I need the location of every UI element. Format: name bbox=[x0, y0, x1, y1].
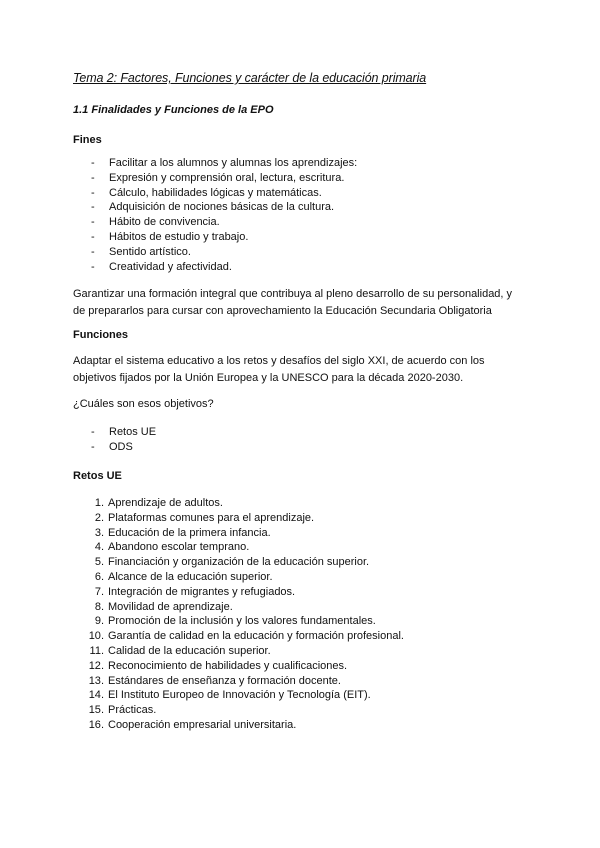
list-item: Prácticas. bbox=[108, 704, 157, 717]
paragraph-line: de prepararlos para cursar con aprovechamiento la Educación Secundaria Obligatoria bbox=[73, 305, 492, 317]
list-item: Garantía de calidad en la educación y formación profesional. bbox=[108, 630, 404, 643]
list-item: Promoción de la inclusión y los valores fundamentales. bbox=[108, 615, 376, 628]
list-item: Estándares de enseñanza y formación docente. bbox=[108, 674, 341, 687]
list-item: Reconocimiento de habilidades y cualificaciones. bbox=[108, 659, 348, 672]
list-item: Cooperación empresarial universitaria. bbox=[108, 718, 297, 731]
list-item: El Instituto Europeo de Innovación y Tecnología (EIT). bbox=[108, 689, 371, 702]
funciones-heading: Funciones bbox=[73, 329, 129, 341]
list-item: - Cálculo, habilidades lógicas y matemáticas. bbox=[91, 186, 357, 201]
list-item: Educación de la primera infancia. bbox=[108, 526, 271, 539]
objetivos-list bbox=[91, 425, 156, 455]
list-item: Abandono escolar temprano. bbox=[108, 541, 250, 554]
list-item: Alcance de la educación superior. bbox=[108, 570, 273, 583]
list-item: - Expresión y comprensión oral, lectura, escritura. bbox=[91, 171, 357, 186]
list-item: - Sentido artístico. bbox=[91, 245, 357, 260]
paragraph-line: Garantizar una formación integral que contribuya al pleno desarrollo de su personalidad, y bbox=[73, 288, 513, 300]
retos-list bbox=[89, 496, 404, 733]
list-item: - Creatividad y afectividad. bbox=[91, 260, 357, 275]
list-item: Plataformas comunes para el aprendizaje. bbox=[108, 511, 315, 524]
list-item: - Retos UE bbox=[91, 425, 156, 440]
list-item: - Hábito de convivencia. bbox=[91, 215, 357, 230]
list-item: - Hábitos de estudio y trabajo. bbox=[91, 230, 357, 245]
list-item: - ODS bbox=[91, 440, 156, 455]
objetivos-question bbox=[73, 396, 533, 413]
list-item: - Adquisición de nociones básicas de la cultura. bbox=[91, 200, 357, 215]
funciones-paragraph bbox=[73, 353, 533, 387]
paragraph-line: Adaptar el sistema educativo a los retos y desafíos del siglo XXI, de acuerdo con los bbox=[73, 355, 485, 367]
list-item: Aprendizaje de adultos. bbox=[108, 497, 223, 509]
list-item: Movilidad de aprendizaje. bbox=[108, 600, 233, 613]
list-item: Calidad de la educación superior. bbox=[108, 644, 271, 657]
list-item: - Facilitar a los alumnos y alumnas los aprendizajes: bbox=[91, 156, 357, 171]
section-subtitle: 1.1 Finalidades y Funciones de la EPO bbox=[73, 104, 274, 116]
question-text: ¿Cuáles son esos objetivos? bbox=[73, 398, 214, 410]
fines-paragraph bbox=[73, 286, 533, 320]
fines-list bbox=[91, 156, 357, 274]
list-item: Integración de migrantes y refugiados. bbox=[108, 585, 296, 598]
paragraph-line: objetivos fijados por la Unión Europea y la UNESCO para la década 2020-2030. bbox=[73, 372, 464, 384]
list-item: Financiación y organización de la educación superior. bbox=[108, 556, 370, 569]
document-title: Tema 2: Factores, Funciones y carácter de la educación primaria bbox=[73, 71, 427, 85]
fines-heading: Fines bbox=[73, 134, 102, 146]
retos-heading: Retos UE bbox=[73, 470, 122, 482]
